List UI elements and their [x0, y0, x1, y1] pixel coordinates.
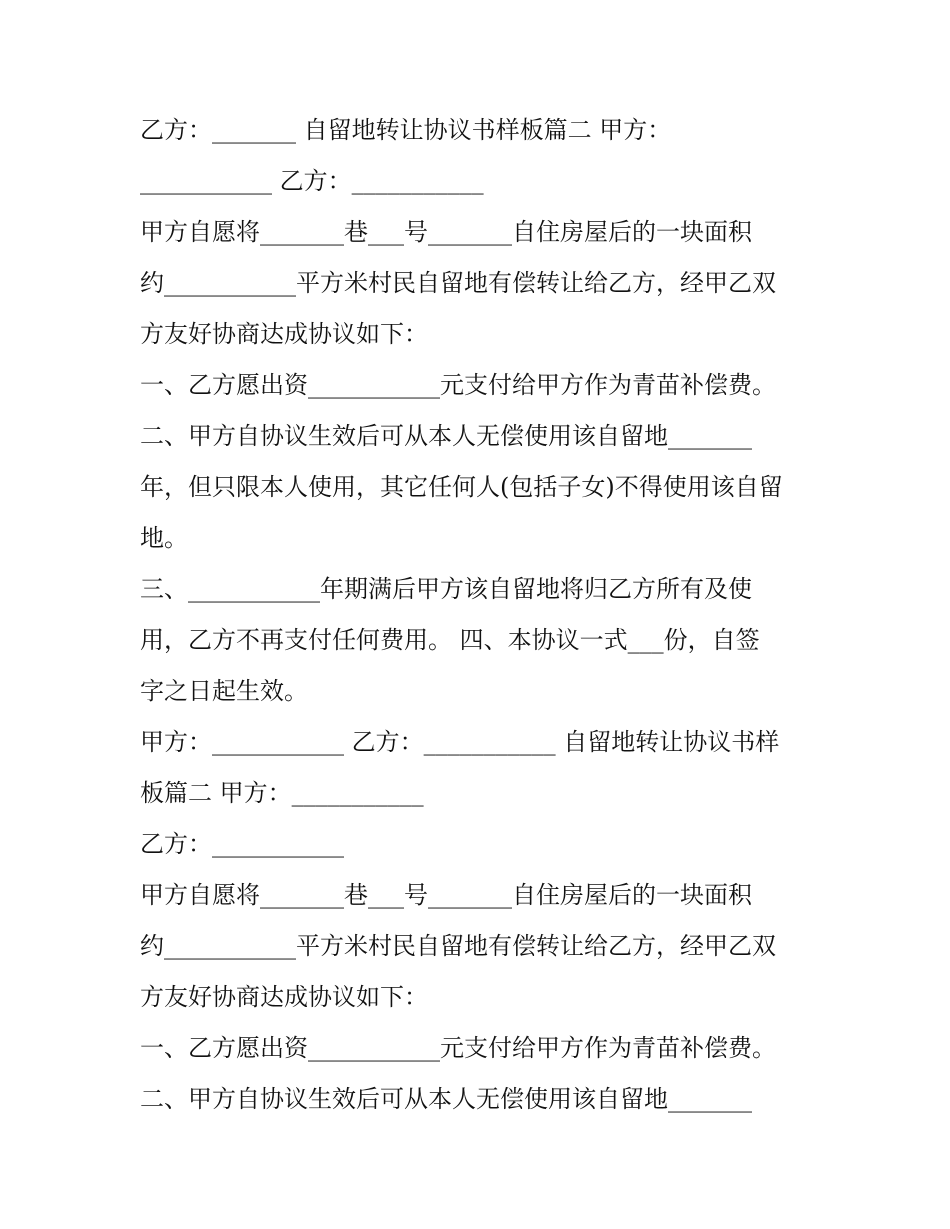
text-line: 用，乙方不再支付任何费用。 四、本协议一式___份，自签 [140, 626, 760, 654]
text-line: 甲方：___________ 乙方：___________ 自留地转让协议书样 [140, 728, 780, 756]
text-line: 约___________平方米村民自留地有偿转让给乙方，经甲乙双 [140, 932, 776, 960]
document-body [140, 108, 820, 1128]
text-line: 二、甲方自协议生效后可从本人无偿使用该自留地_______ [140, 1085, 752, 1113]
text-line: 一、乙方愿出资___________元支付给甲方作为青苗补偿费。 [140, 371, 776, 399]
text-line: 二、甲方自协议生效后可从本人无偿使用该自留地_______ [140, 422, 752, 450]
text-line: 三、___________年期满后甲方该自留地将归乙方所有及使 [140, 575, 752, 603]
text-line: 地。 [140, 524, 188, 552]
text-line: 一、乙方愿出资___________元支付给甲方作为青苗补偿费。 [140, 1034, 776, 1062]
text-line: 方友好协商达成协议如下： [140, 320, 428, 348]
text-line: 乙方：_______ 自留地转让协议书样板篇二 甲方： [140, 116, 672, 144]
text-line: 板篇二 甲方：___________ [140, 779, 424, 807]
text-line: 年，但只限本人使用，其它任何人(包括子女)不得使用该自留 [140, 473, 783, 501]
text-line: 字之日起生效。 [140, 677, 308, 705]
text-line: 约___________平方米村民自留地有偿转让给乙方，经甲乙双 [140, 269, 776, 297]
text-line: 甲方自愿将_______巷___号_______自住房屋后的一块面积 [140, 218, 752, 246]
text-line: 乙方：___________ [140, 830, 344, 858]
text-line: ___________ 乙方：___________ [140, 167, 484, 195]
text-line: 甲方自愿将_______巷___号_______自住房屋后的一块面积 [140, 881, 752, 909]
text-line: 方友好协商达成协议如下： [140, 983, 428, 1011]
